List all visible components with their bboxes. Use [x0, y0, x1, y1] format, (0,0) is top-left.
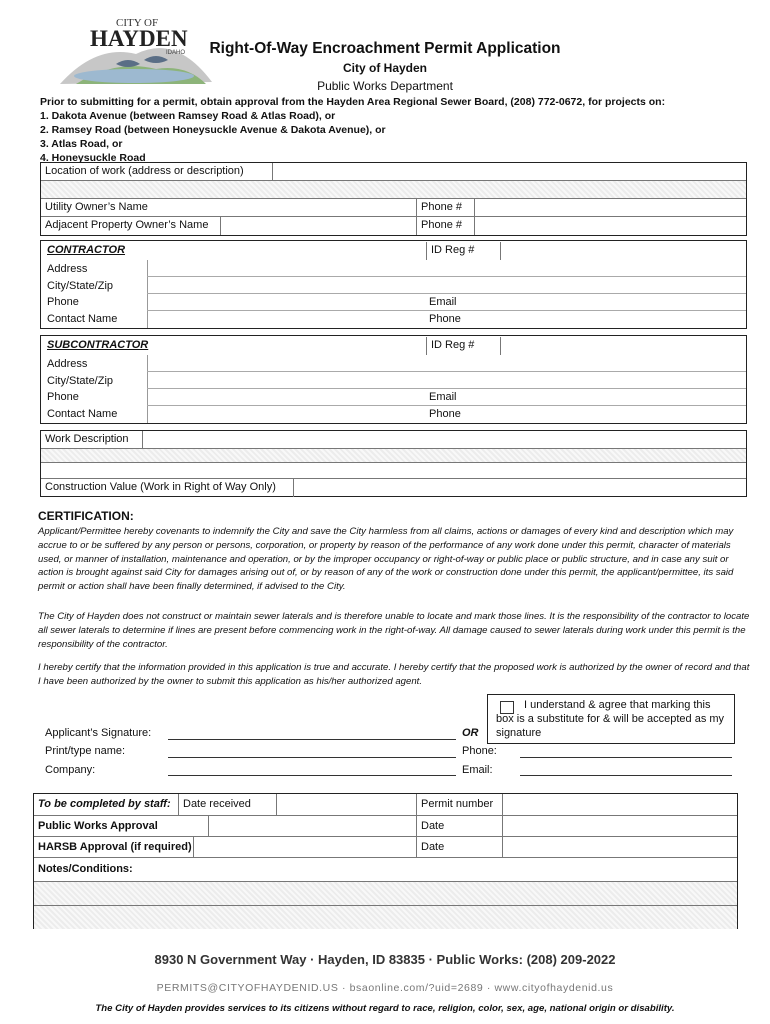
subcontractor-city-input[interactable]: [149, 372, 744, 388]
harsb-date-label: Date: [417, 837, 503, 857]
notes-label: Notes/Conditions:: [38, 863, 133, 875]
location-input[interactable]: [273, 163, 746, 180]
company-line[interactable]: [168, 775, 456, 776]
page-title: Right-Of-Way Encroachment Permit Application: [209, 40, 561, 57]
utility-phone-input[interactable]: [475, 199, 746, 216]
utility-phone-label: Phone #: [417, 199, 475, 216]
prior-item-2: 2. Ramsey Road (between Honeysuckle Avenue & Dakota Avenue), or: [40, 124, 386, 136]
subcontractor-contact-label: Contact Name: [47, 408, 118, 420]
footer-nondiscrimination-note: The City of Hayden provides services to its citizens without regard to race, religion, color, sex, age, national origin or disability.: [95, 1003, 675, 1014]
logo-top-text: CITY OF: [116, 17, 159, 29]
work-description-label: Work Description: [41, 431, 143, 448]
agree-text: I understand & agree that marking this box is a substitute for & will be accepted as my signature: [496, 699, 725, 739]
applicant-signature-label: Applicant’s Signature:: [45, 727, 152, 739]
subcontractor-name-input[interactable]: [147, 337, 427, 355]
work-description-line3[interactable]: [41, 463, 746, 479]
subcontractor-phone2-label: Phone: [429, 408, 461, 420]
contractor-city-input[interactable]: [149, 277, 744, 293]
footer-links: PERMITS@CITYOFHAYDENID.US · bsaonline.com/?uid=2689 · www.cityofhaydenid.us: [156, 982, 614, 994]
contractor-email-label: Email: [429, 296, 457, 308]
or-label: OR: [462, 727, 479, 739]
pw-approval-input[interactable]: [209, 816, 417, 836]
email-label: Email:: [462, 764, 493, 776]
contractor-idreg-label: ID Reg #: [427, 242, 501, 260]
work-description-line2[interactable]: [41, 449, 746, 463]
contractor-section: [40, 240, 747, 329]
date-received-input[interactable]: [277, 794, 417, 815]
contractor-contact-label: Contact Name: [47, 313, 118, 325]
contractor-heading: CONTRACTOR: [47, 244, 126, 256]
certification-paragraph-2: The City of Hayden does not construct or maintain sewer laterals and is therefore unable to locate and mark those lines. It is the responsibility of the contractor to locate all sewer laterals to determine if lines are present before commencing work in the right-of-way. All damage caused to sewer laterals during work under this permit is the responsibility of the contractor.: [38, 611, 750, 650]
contractor-address-input[interactable]: [149, 260, 744, 276]
applicant-signature-line[interactable]: [168, 739, 456, 740]
adjacent-phone-input[interactable]: [475, 217, 746, 235]
agree-box: [487, 694, 735, 744]
phone-label: Phone:: [462, 745, 497, 757]
phone-line[interactable]: [520, 757, 732, 758]
subcontractor-section: [40, 335, 747, 424]
contractor-phone2-input[interactable]: [481, 311, 744, 327]
email-line[interactable]: [520, 775, 732, 776]
work-description-input[interactable]: [143, 431, 746, 448]
contractor-address-label: Address: [47, 263, 88, 275]
prior-approval-notice: [40, 95, 665, 165]
print-name-line[interactable]: [168, 757, 456, 758]
footer-address: 8930 N Government Way · Hayden, ID 83835 · Public Works: (208) 209-2022: [154, 952, 616, 967]
notes-line-2[interactable]: [34, 906, 737, 929]
subcontractor-email-input[interactable]: [481, 389, 744, 405]
contractor-phone-input[interactable]: [149, 294, 419, 310]
harsb-date-input[interactable]: [503, 837, 737, 857]
permit-number-label: Permit number: [417, 794, 503, 815]
subcontractor-phone-label: Phone: [47, 391, 79, 403]
prior-intro: Prior to submitting for a permit, obtain approval from the Hayden Area Regional Sewer Board, (208) 772-0672, for projects on:: [40, 96, 666, 108]
adjacent-owner-input[interactable]: [221, 217, 417, 235]
logo-sub-text: IDAHO: [166, 50, 186, 56]
certification-paragraph-1: Applicant/Permittee hereby covenants to indemnify the City and save the City harmless from all claims, actions or damages of every kind and description which may accrue to or be suffered by any person or persons, corporation, or property by reason of the performance of any work done under this permit, character of materials used, or manner of installation, maintenance and operation, or by the improper occupancy or right-of-way or public place or public structure, and in case any suit or action is brought against said City for damages arising out of, or by reason of any of the work or construction done under this permit, the applicant/permittee, its said permit or action shall have been finally determined, if advised to the City.: [38, 526, 734, 593]
date-received-label: Date received: [179, 794, 277, 815]
work-section: [40, 430, 747, 497]
contractor-name-input[interactable]: [147, 242, 427, 260]
pw-date-label: Date: [417, 816, 503, 836]
logo-main-text: HAYDEN: [90, 26, 188, 51]
permit-number-input[interactable]: [503, 794, 737, 815]
subcontractor-heading: SUBCONTRACTOR: [47, 339, 149, 351]
construction-value-label: Construction Value (Work in Right of Way Only): [41, 479, 294, 497]
utility-owner-label: Utility Owner’s Name: [41, 199, 417, 216]
subcontractor-address-label: Address: [47, 358, 88, 370]
subcontractor-phone2-input[interactable]: [481, 406, 744, 422]
prior-item-3: 3. Atlas Road, or: [40, 138, 123, 150]
department-name: Public Works Department: [317, 79, 453, 93]
subcontractor-city-label: City/State/Zip: [47, 375, 114, 387]
contractor-idreg-input[interactable]: [501, 242, 746, 260]
company-label: Company:: [45, 764, 96, 776]
contractor-email-input[interactable]: [481, 294, 744, 310]
pw-approval-label: Public Works Approval: [34, 816, 209, 836]
contractor-phone-label: Phone: [47, 296, 79, 308]
prior-item-1: 1. Dakota Avenue (between Ramsey Road & Atlas Road), or: [40, 110, 336, 122]
certification-heading: CERTIFICATION:: [38, 509, 134, 523]
contractor-city-label: City/State/Zip: [47, 280, 114, 292]
notes-line-1[interactable]: [34, 882, 737, 906]
subcontractor-email-label: Email: [429, 391, 457, 403]
city-name: City of Hayden: [342, 61, 427, 75]
harsb-approval-label: HARSB Approval (if required): [34, 837, 194, 857]
subcontractor-address-input[interactable]: [149, 355, 744, 371]
subcontractor-idreg-input[interactable]: [501, 337, 746, 355]
staff-section: [33, 793, 738, 929]
pw-date-input[interactable]: [503, 816, 737, 836]
prior-item-4: 4. Honeysuckle Road: [40, 152, 146, 164]
certification-paragraph-3: I hereby certify that the information provided in this application is true and accurate. I hereby certify that the proposed work is authorized by the owner of record and that I have been authorized by the owner to submit this application as his/her authorized agent.: [38, 662, 750, 687]
subcontractor-idreg-label: ID Reg #: [427, 337, 501, 355]
contractor-contact-input[interactable]: [149, 311, 419, 327]
location-label: Location of work (address or description): [41, 163, 273, 180]
location-input-line2[interactable]: [41, 181, 746, 199]
harsb-approval-input[interactable]: [194, 837, 417, 857]
adjacent-phone-label: Phone #: [417, 217, 475, 235]
print-name-label: Print/type name:: [45, 745, 126, 757]
subcontractor-contact-input[interactable]: [149, 406, 419, 422]
contractor-phone2-label: Phone: [429, 313, 461, 325]
construction-value-input[interactable]: [294, 479, 746, 497]
adjacent-owner-label: Adjacent Property Owner’s Name: [41, 217, 221, 235]
staff-heading: To be completed by staff:: [34, 794, 179, 815]
subcontractor-phone-input[interactable]: [149, 389, 419, 405]
location-owner-section: [40, 162, 747, 236]
